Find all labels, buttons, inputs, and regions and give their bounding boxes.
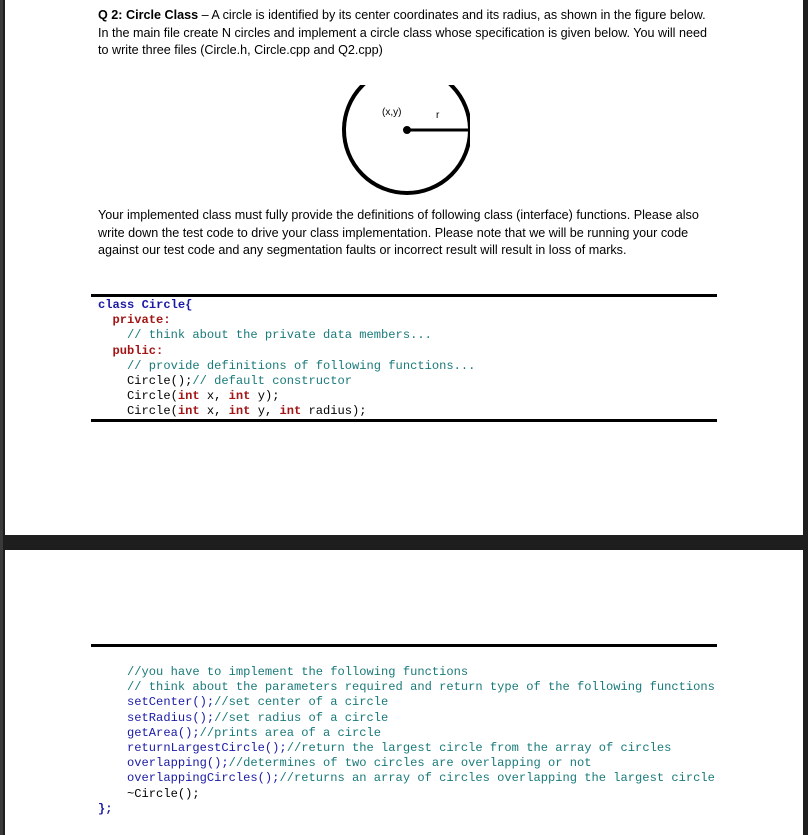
- fn-setcenter: setCenter();: [127, 695, 215, 710]
- int-keyword: int: [177, 404, 200, 419]
- class-closing: };: [98, 801, 113, 816]
- code-top-rule-2: [91, 644, 717, 647]
- int-keyword: int: [228, 389, 251, 404]
- radius-label: r: [436, 110, 440, 121]
- circle-outline: [344, 85, 470, 193]
- document-page-1: [5, 0, 803, 535]
- param-x: x,: [199, 404, 229, 419]
- fn-overlapping: overlapping();: [127, 756, 229, 771]
- fn-setcenter-comment: //set center of a circle: [214, 695, 389, 710]
- ctor-xy-name: Circle(: [127, 389, 178, 404]
- int-keyword: int: [228, 404, 251, 419]
- fn-getarea: getArea();: [127, 725, 200, 740]
- center-label: (x,y): [382, 107, 402, 118]
- ctor-xy: [127, 389, 279, 403]
- instructions-paragraph: Your implemented class must fully provide the definitions of following class (interface) functions. Please also write down the test code to drive your class implementation. Please note that we will be running your code against our test code and any segmentation faults or incorrect result will result in loss of marks.: [98, 208, 699, 257]
- class-keyword: class: [98, 298, 135, 312]
- fn-getarea-comment: //prints area of a circle: [199, 725, 382, 740]
- public-comment: // provide definitions of following functions...: [127, 358, 476, 373]
- code-top-rule: [91, 294, 717, 297]
- fn-overlapping-comment: //determines of two circles are overlapping or not: [228, 756, 592, 771]
- public-label: public:: [112, 343, 164, 358]
- int-keyword: int: [177, 389, 200, 404]
- left-edge-strip: [0, 0, 3, 835]
- fn-setradius: setRadius();: [127, 710, 215, 725]
- param-y: y);: [250, 389, 280, 404]
- fn-overlappingcircles: overlappingCircles();: [127, 771, 280, 786]
- question-body: – A circle is identified by its center coordinates and its radius, as shown in the figure below. In the main file create N circles and implement a circle class whose specification is given below. You will need to write three files (Circle.h, Circle.cpp and Q2.cpp): [98, 8, 708, 57]
- ctor-default-comment: // default constructor: [192, 374, 353, 389]
- question-text: [98, 7, 713, 60]
- private-label: private:: [112, 313, 171, 328]
- destructor: ~Circle();: [127, 786, 200, 801]
- param-y: y,: [250, 404, 280, 419]
- fn-setradius-comment: //set radius of a circle: [214, 710, 389, 725]
- param-x: x,: [199, 389, 229, 404]
- code-block-1: [98, 298, 475, 420]
- int-keyword: int: [279, 404, 302, 419]
- fn-returnlargest: returnLargestCircle();: [127, 741, 287, 756]
- comment-parameters: // think about the parameters required and return type of the following functions: [127, 680, 715, 695]
- ctor-xyr: [127, 404, 367, 418]
- code-line-class: [98, 298, 192, 312]
- question-label: Q 2: Circle Class: [98, 8, 199, 22]
- ctor-xyr-name: Circle(: [127, 404, 178, 419]
- code-block-2: [98, 665, 715, 817]
- comment-implement: //you have to implement the following functions: [127, 665, 469, 679]
- fn-overlappingcircles-comment: //returns an array of circles overlapping the largest circle: [279, 771, 715, 786]
- class-name: Circle{: [141, 298, 193, 312]
- param-radius: radius);: [301, 404, 367, 419]
- fn-returnlargest-comment: //return the largest circle from the array of circles: [286, 741, 672, 756]
- code-bottom-rule: [91, 419, 717, 422]
- document-page-2: [5, 550, 803, 835]
- circle-figure: [340, 85, 470, 195]
- ctor-default: Circle();: [127, 374, 193, 389]
- private-comment: // think about the private data members...: [127, 328, 432, 343]
